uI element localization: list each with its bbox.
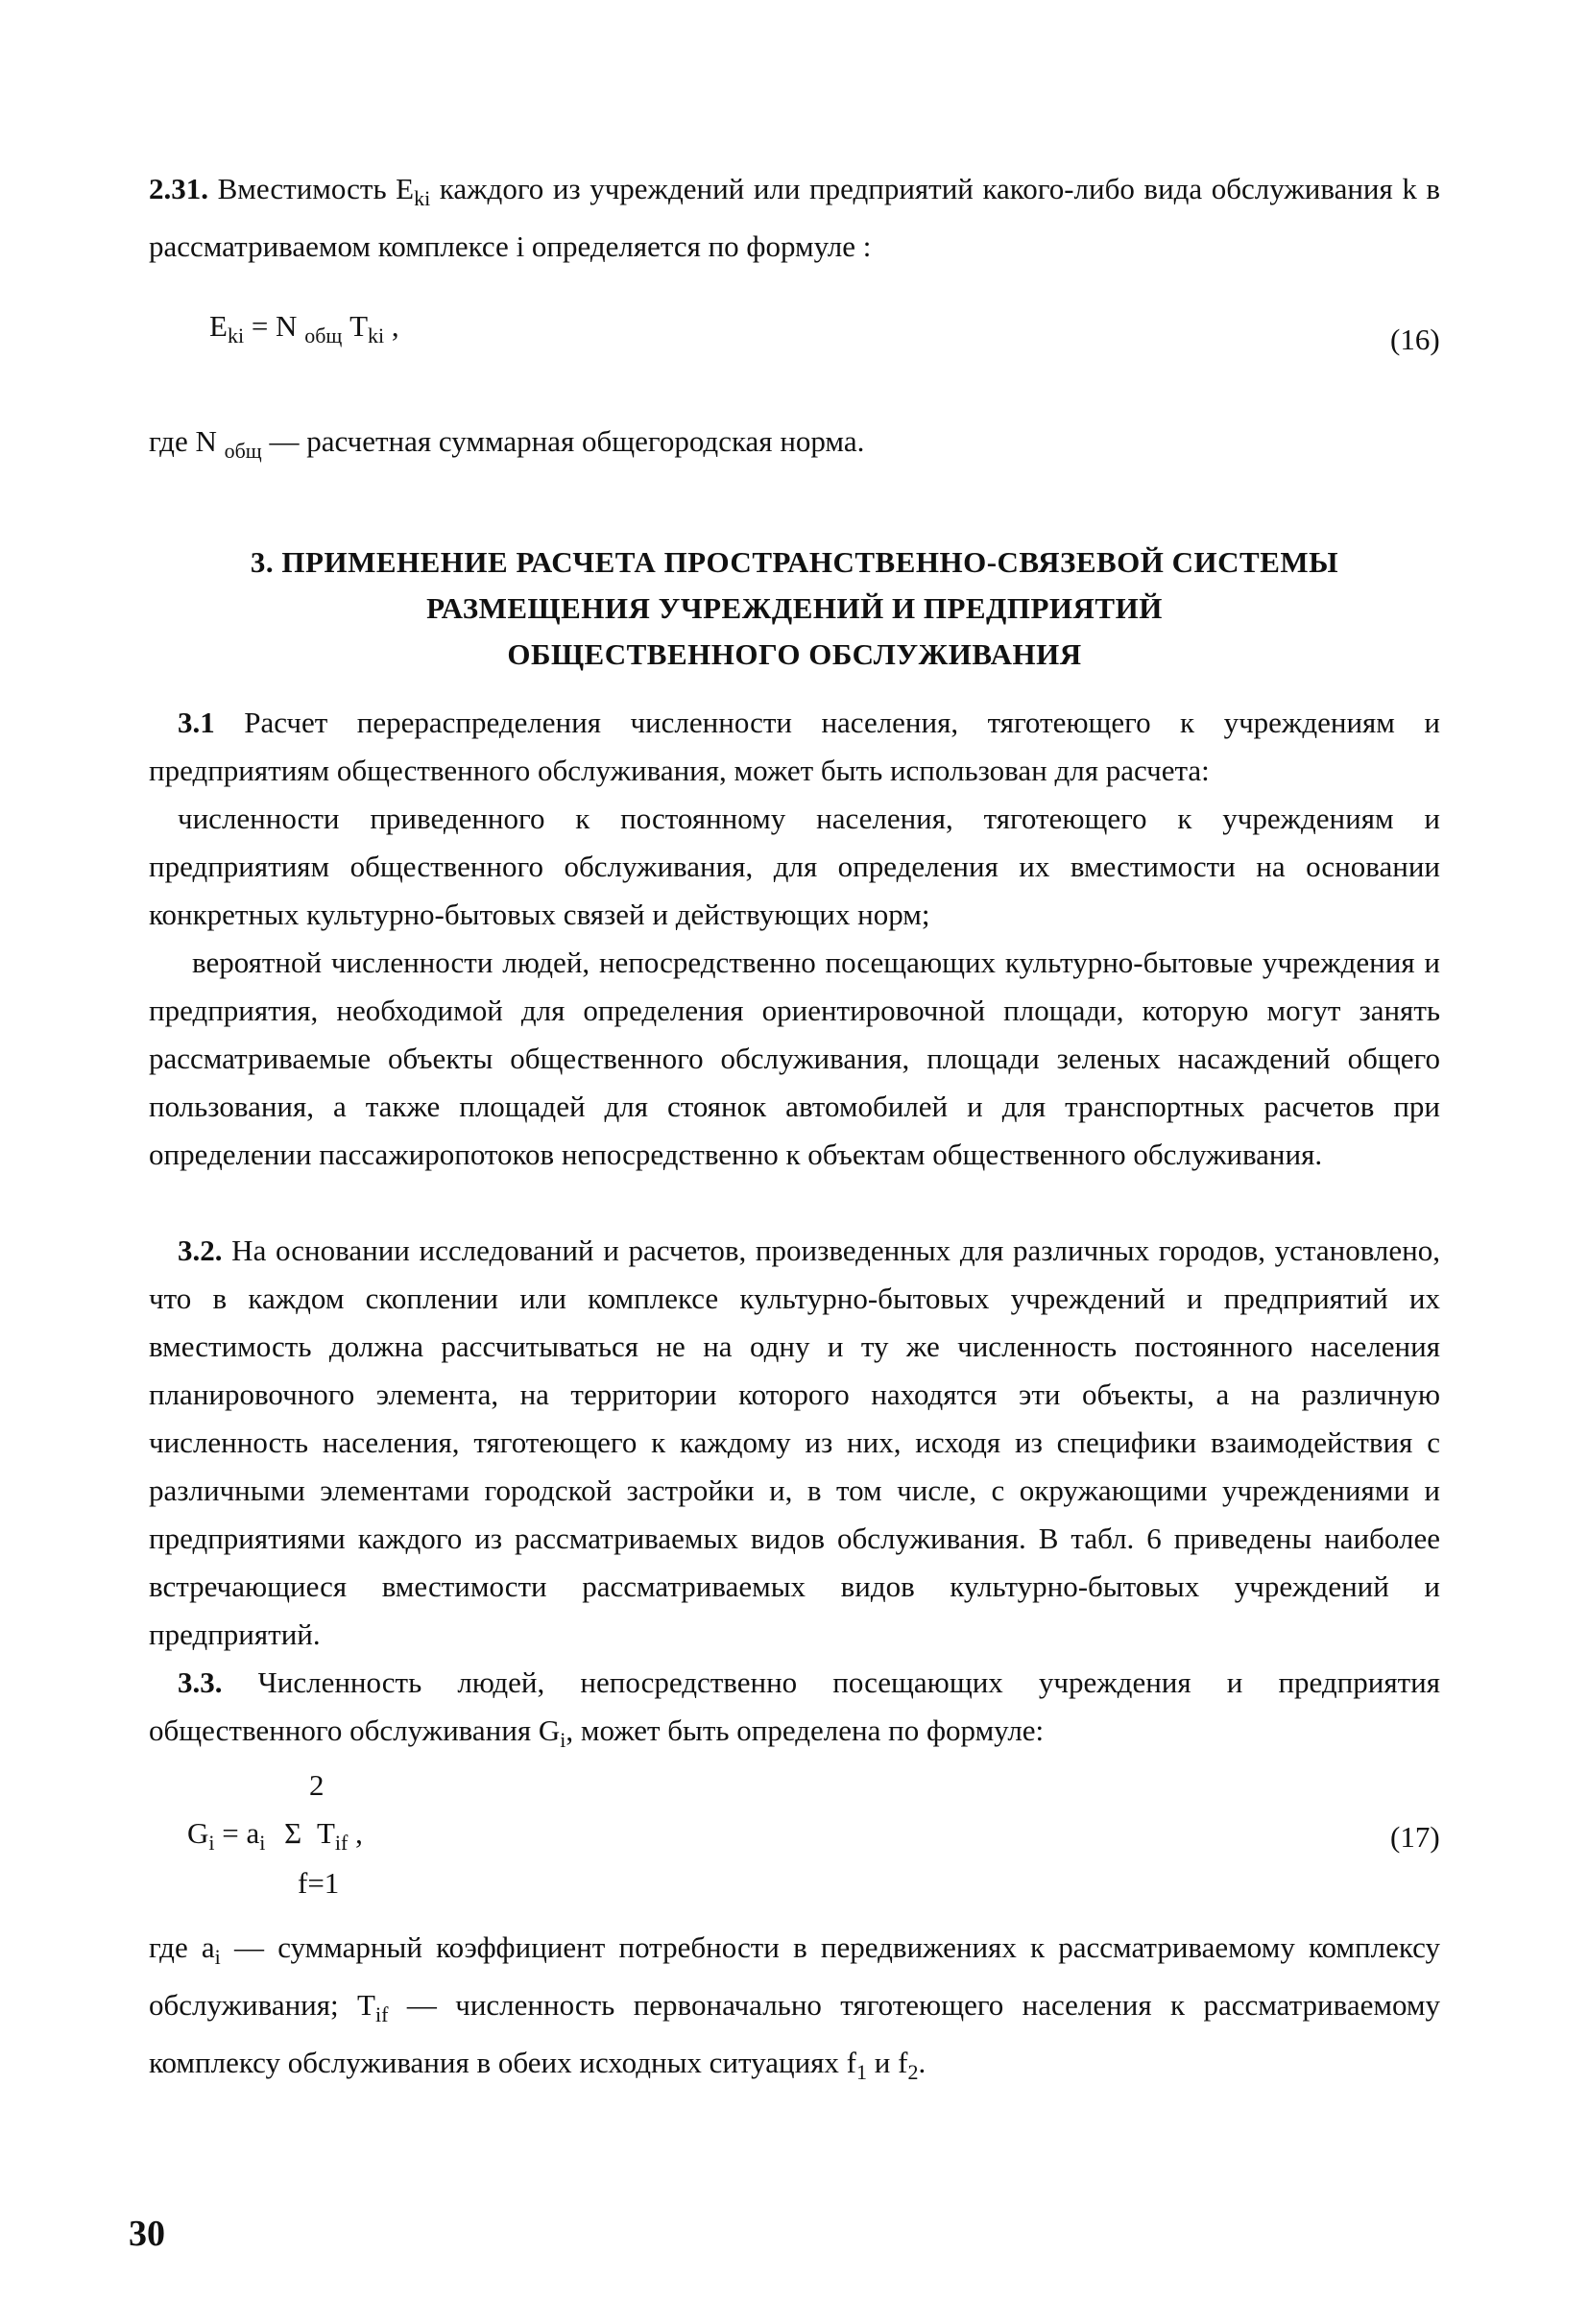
equation-number: (17) bbox=[1390, 1820, 1440, 1854]
subscript: i bbox=[560, 1728, 566, 1753]
subscript: i bbox=[259, 1831, 266, 1856]
paragraph-text: На основании исследований и расчетов, произведенных для различных городов, установлено, что в каждом скоплении или комплексе культурно-бытовых учреждений и предприятий их вместимость должна рассчитываться не на одну и ту же численность постоянного населения планировочного элемента, на территории которого находятся эти объекты, а на различную численность населения, тяготеющего к каждому из них, исходя из специфики взаимодействия с различными элементами городской застройки и, в том числе, с окружающими учреждениями и предприятиями каждого из рассматриваемых видов обслуживания. В табл. 6 приведены наиболее встречающиеся вместимости рассматриваемых видов культурно-бытовых учреждений и предприятий. bbox=[149, 1234, 1440, 1651]
paragraph-3-3 bbox=[149, 1659, 1440, 1764]
explanation-text: — суммарный коэффициент потребности в передвижениях к рассматриваемому комплексу обслуживания; T bbox=[149, 1930, 1440, 2023]
paragraph-text: Вместимость E bbox=[217, 172, 415, 205]
paragraph-3-1 bbox=[149, 699, 1440, 795]
formula-symbol: = N bbox=[244, 309, 305, 343]
list-item: численности приведенного к постоянному населения, тяготеющего к учреждениям и предприятиям общественного обслуживания, для определения их вместимости на основании конкретных культурно-бытовых связей и действующих норм; bbox=[149, 802, 1440, 931]
subscript: ki bbox=[227, 323, 245, 348]
heading-line: РАЗМЕЩЕНИЯ УЧРЕЖДЕНИЙ И ПРЕДПРИЯТИЙ bbox=[426, 591, 1163, 625]
section-number: 3.2. bbox=[178, 1234, 223, 1267]
explanation-text: . bbox=[918, 2046, 926, 2080]
formula-symbol: T bbox=[342, 309, 369, 343]
paragraph-text: Численность людей, непосредственно посещающих учреждения и предприятия общественного обслуживания G bbox=[149, 1665, 1440, 1747]
explanation-text: — расчетная суммарная общегородская норма. bbox=[261, 424, 865, 458]
explanation-text: где a bbox=[149, 1930, 215, 1964]
subscript: 2 bbox=[907, 2060, 919, 2085]
formula-symbol: E bbox=[209, 309, 228, 343]
section-number: 3.3. bbox=[178, 1665, 223, 1699]
formula-symbol: G bbox=[187, 1816, 209, 1850]
subscript: общ bbox=[304, 323, 343, 348]
sigma-symbol: Σ bbox=[284, 1816, 302, 1850]
explanation-text: где N bbox=[149, 424, 225, 458]
paragraph-text: Расчет перераспределения численности населения, тяготеющего к учреждениям и предприятиям общественного обслуживания, может быть использован для расчета: bbox=[149, 706, 1440, 787]
list-item: вероятной численности людей, непосредственно посещающих культурно-бытовые учреждения и предприятия, необходимой для определения ориентировочной площади, которую могут занять рассматриваемые объекты общественного обслуживания, площади зеленых насаждений общего пользования, а также площадей для стоянок автомобилей и для транспортных расчетов при определении пассажиропотоков непосредственно к объектам общественного обслуживания. bbox=[149, 946, 1440, 1171]
paragraph-text: каждого из учреждений или предприятий какого-либо вида обслуживания k в рассматриваемом комплексе i определяется по формуле : bbox=[149, 172, 1441, 264]
section-heading bbox=[149, 539, 1440, 678]
formula-16 bbox=[209, 309, 399, 348]
explanation-text: — численность первоначально тяготеющего населения к рассматриваемому комплексу обслуживания в обеих исходных ситуациях f bbox=[149, 1988, 1440, 2080]
subscript: 1 bbox=[856, 2060, 868, 2085]
paragraph-3-2 bbox=[149, 1227, 1440, 1659]
formula-symbol: , bbox=[384, 309, 399, 343]
explanation-text: и f bbox=[867, 2046, 908, 2080]
paragraph-2-31 bbox=[149, 165, 1440, 271]
subscript: ki bbox=[414, 186, 431, 211]
subscript: ki bbox=[368, 323, 385, 348]
formula-symbol: = a bbox=[214, 1816, 260, 1850]
subscript: i bbox=[214, 1945, 221, 1970]
page-number: 30 bbox=[129, 2214, 165, 2254]
formula-17 bbox=[187, 1816, 363, 1856]
equation-number: (16) bbox=[1390, 323, 1440, 356]
subscript: if bbox=[334, 1831, 349, 1856]
sum-lower-limit: f=1 bbox=[298, 1866, 340, 1900]
heading-line: ОБЩЕСТВЕННОГО ОБСЛУЖИВАНИЯ bbox=[507, 637, 1082, 671]
subscript: i bbox=[208, 1831, 215, 1856]
heading-line: 3. ПРИМЕНЕНИЕ РАСЧЕТА ПРОСТРАНСТВЕННО-СВЯЗЕВОЙ СИСТЕМЫ bbox=[250, 545, 1339, 579]
sum-upper-limit: 2 bbox=[309, 1768, 325, 1802]
formula-symbol: T bbox=[316, 1816, 335, 1850]
section-number: 2.31. bbox=[149, 172, 208, 205]
section-number: 3.1 bbox=[178, 706, 215, 739]
paragraph-text: , может быть определена по формуле: bbox=[565, 1713, 1045, 1747]
subscript: if bbox=[374, 2002, 389, 2027]
formula-17-explanation bbox=[149, 1924, 1440, 2097]
formula-16-explanation bbox=[149, 424, 864, 464]
formula-symbol: , bbox=[348, 1816, 363, 1850]
subscript: общ bbox=[224, 439, 262, 464]
